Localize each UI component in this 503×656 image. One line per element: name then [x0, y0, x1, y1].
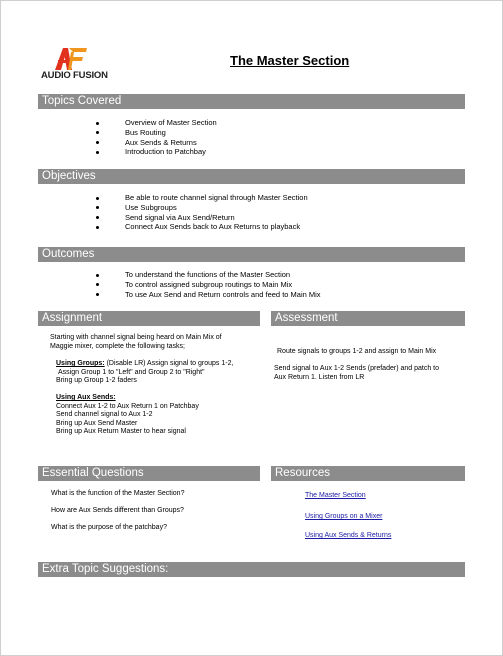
- section-header-objectives: Objectives: [38, 169, 465, 184]
- text-line: Connect Aux 1-2 to Aux Return 1 on Patchbay: [56, 402, 199, 410]
- text-line: Send signal to Aux 1-2 Sends (prefader) and patch to: [274, 365, 439, 372]
- assessment-line-1: Route signals to groups 1-2 and assign to Main Mix: [277, 348, 437, 355]
- assignment-intro: [50, 334, 222, 351]
- section-header-topics: Topics Covered: [38, 94, 465, 109]
- text-line: Bring up Group 1-2 faders: [56, 377, 137, 385]
- list-item: Be able to route channel signal through Master Section: [125, 193, 308, 202]
- topics-list: [125, 118, 217, 157]
- section-header-outcomes: Outcomes: [38, 247, 465, 262]
- list-item: Connect Aux Sends back to Aux Returns to playback: [125, 222, 308, 232]
- logo-text: AUDIO FUSION: [41, 70, 108, 81]
- resource-link-master-section[interactable]: The Master Section: [305, 492, 366, 499]
- section-header-extra-topics: Extra Topic Suggestions:: [38, 562, 465, 577]
- assignment-aux: [56, 394, 199, 437]
- list-item: To use Aux Send and Return controls and feed to Main Mix: [125, 289, 321, 299]
- text-line: Bring up Aux Send Master: [56, 419, 138, 427]
- objectives-list: [125, 193, 308, 232]
- outcomes-list: [125, 270, 321, 299]
- assessment-line-2: [274, 365, 439, 382]
- section-header-assessment: Assessment: [271, 311, 465, 326]
- list-item: Bus Routing: [125, 128, 217, 138]
- text-line: Assign Group 1 to "Left" and Group 2 to "Right": [58, 368, 205, 376]
- text-line: Starting with channel signal being heard on Main Mix of: [50, 334, 222, 341]
- groups-first-line: [56, 360, 233, 369]
- aux-label: Using Aux Sends:: [56, 394, 116, 401]
- text-line: Aux Return 1. Listen from LR: [274, 373, 365, 381]
- text-line: Maggie mixer, complete the following tasks;: [50, 342, 186, 350]
- assignment-groups: [56, 360, 233, 386]
- section-header-resources: Resources: [271, 466, 465, 481]
- list-item: Use Subgroups: [125, 203, 308, 213]
- page-title: The Master Section: [230, 53, 350, 68]
- list-item: Overview of Master Section: [125, 118, 217, 127]
- section-header-essential-questions: Essential Questions: [38, 466, 260, 481]
- resource-link-aux-sends[interactable]: Using Aux Sends & Returns: [305, 532, 392, 539]
- question-2: How are Aux Sends different than Groups?: [51, 507, 184, 514]
- question-1: What is the function of the Master Section?: [51, 490, 185, 497]
- list-item: To understand the functions of the Master Section: [125, 270, 321, 280]
- text-line: Bring up Aux Return Master to hear signal: [56, 428, 186, 436]
- resource-link-using-groups[interactable]: Using Groups on a Mixer: [305, 513, 383, 520]
- section-header-assignment: Assignment: [38, 311, 260, 326]
- groups-label: Using Groups:: [56, 360, 105, 367]
- text-line: Send channel signal to Aux 1-2: [56, 411, 153, 419]
- list-item: Introduction to Patchbay: [125, 147, 217, 157]
- list-item: Send signal via Aux Send/Return: [125, 213, 308, 223]
- list-item: Aux Sends & Returns: [125, 138, 217, 148]
- list-item: To control assigned subgroup routings to Main Mix: [125, 280, 321, 290]
- groups-first-text: (Disable LR) Assign signal to groups 1-2,: [104, 360, 234, 367]
- question-3: What is the purpose of the patchbay?: [51, 524, 167, 531]
